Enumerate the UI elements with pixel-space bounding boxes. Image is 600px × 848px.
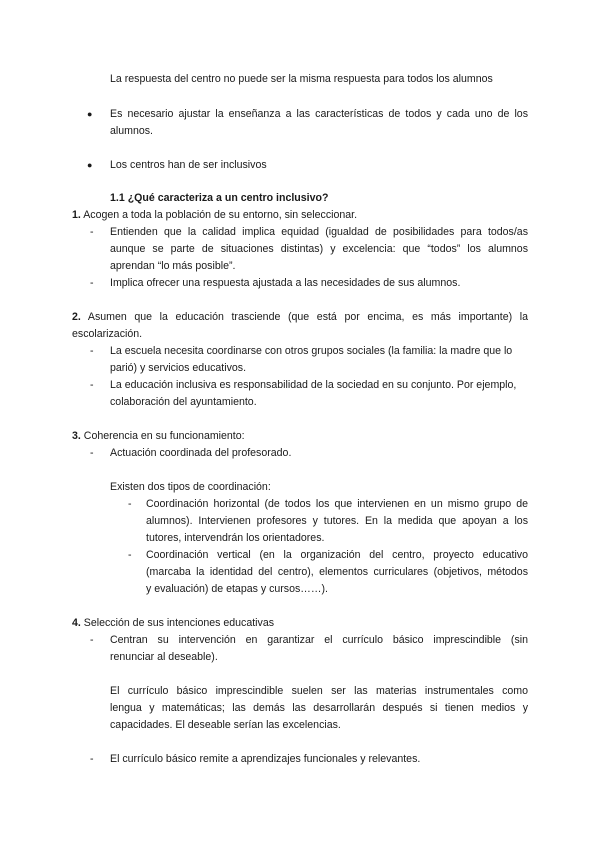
sub-item-line: tutores, intervendrán los orientadores. [146, 532, 325, 544]
item-line: parió) y servicios educativos. [110, 362, 247, 374]
point-number: 4. [72, 617, 81, 629]
sub-item-line: alumnos). Intervienen profesores y tutores. En la medida que apoyan a los [146, 515, 528, 527]
dash-marker: - [128, 549, 132, 561]
item-line: aunque se parte de situaciones distintas) y excelencia: que “todos” los alumnos [110, 243, 528, 255]
sub-heading: Existen dos tipos de coordinación: [110, 481, 271, 493]
item-line: El currículo básico remite a aprendizajes funcionales y relevantes. [110, 753, 421, 765]
dash-marker: - [90, 226, 94, 238]
item-line: Actuación coordinada del profesorado. [110, 447, 292, 459]
paragraph-line: capacidades. El deseable serían las excelencias. [110, 719, 341, 731]
item-line: renunciar al deseable). [110, 651, 218, 663]
item-line: Entienden que la calidad implica equidad (igualdad de posibilidades para todos/as [110, 226, 528, 238]
paragraph-line: lengua y matemáticas; las demás las desarrollarán después si tienen medios y [110, 702, 528, 714]
bullet-line: Es necesario ajustar la enseñanza a las características de todos y cada uno de los [110, 108, 528, 120]
dash-marker: - [90, 277, 94, 289]
bullet-line: Los centros han de ser inclusivos [110, 159, 267, 171]
dash-marker: - [90, 447, 94, 459]
sub-item-line: Coordinación vertical (en la organización del centro, proyecto educativo [146, 549, 528, 561]
sub-item-line: y evaluación) de etapas y cursos……). [146, 583, 328, 595]
item-line: La escuela necesita coordinarse con otros grupos sociales (la familia: la madre que lo [110, 345, 513, 357]
point-title: Coherencia en su funcionamiento: [83, 430, 245, 442]
dash-marker: - [90, 753, 94, 765]
item-line: La educación inclusiva es responsabilidad de la sociedad en su conjunto. Por ejemplo, [110, 379, 517, 391]
point-2-heading [72, 310, 528, 324]
item-line: Centran su intervención en garantizar el currículo básico imprescindible (sin [110, 634, 528, 646]
point-title: Selección de sus intenciones educativas [83, 617, 275, 629]
bullet-line: alumnos. [110, 125, 153, 137]
point-title: Acogen a toda la población de su entorno, sin seleccionar. [83, 209, 358, 221]
point-title-cont: escolarización. [72, 328, 143, 340]
point-title: Asumen que la educación trasciende (que está por encima, es más importante) la [87, 311, 529, 323]
section-heading [110, 191, 328, 205]
paragraph-line: El currículo básico imprescindible suelen ser las materias instrumentales como [110, 685, 528, 697]
dash-marker: - [90, 345, 94, 357]
sub-item-line: Coordinación horizontal (de todos los que intervienen en un mismo grupo de [146, 498, 528, 510]
sub-item-line: (marcaba la identidad del centro), elementos curriculares (objetivos, métodos [146, 566, 528, 578]
point-number: 3. [72, 430, 81, 442]
bullet-marker: ● [87, 160, 93, 170]
point-number: 2. [72, 311, 81, 323]
section-number: 1.1 [110, 192, 125, 204]
dash-marker: - [90, 634, 94, 646]
section-title: ¿Qué caracteriza a un centro inclusivo? [127, 192, 329, 204]
item-line: colaboración del ayuntamiento. [110, 396, 257, 408]
intro-text: La respuesta del centro no puede ser la misma respuesta para todos los alumnos [110, 73, 493, 85]
bullet-marker: ● [87, 109, 93, 119]
point-3-heading [72, 429, 245, 443]
point-number: 1. [72, 209, 81, 221]
dash-marker: - [128, 498, 132, 510]
item-line: aprendan “lo más posible”. [110, 260, 236, 272]
dash-marker: - [90, 379, 94, 391]
item-line: Implica ofrecer una respuesta ajustada a las necesidades de sus alumnos. [110, 277, 461, 289]
point-4-heading [72, 616, 274, 630]
point-1-heading [72, 208, 357, 222]
